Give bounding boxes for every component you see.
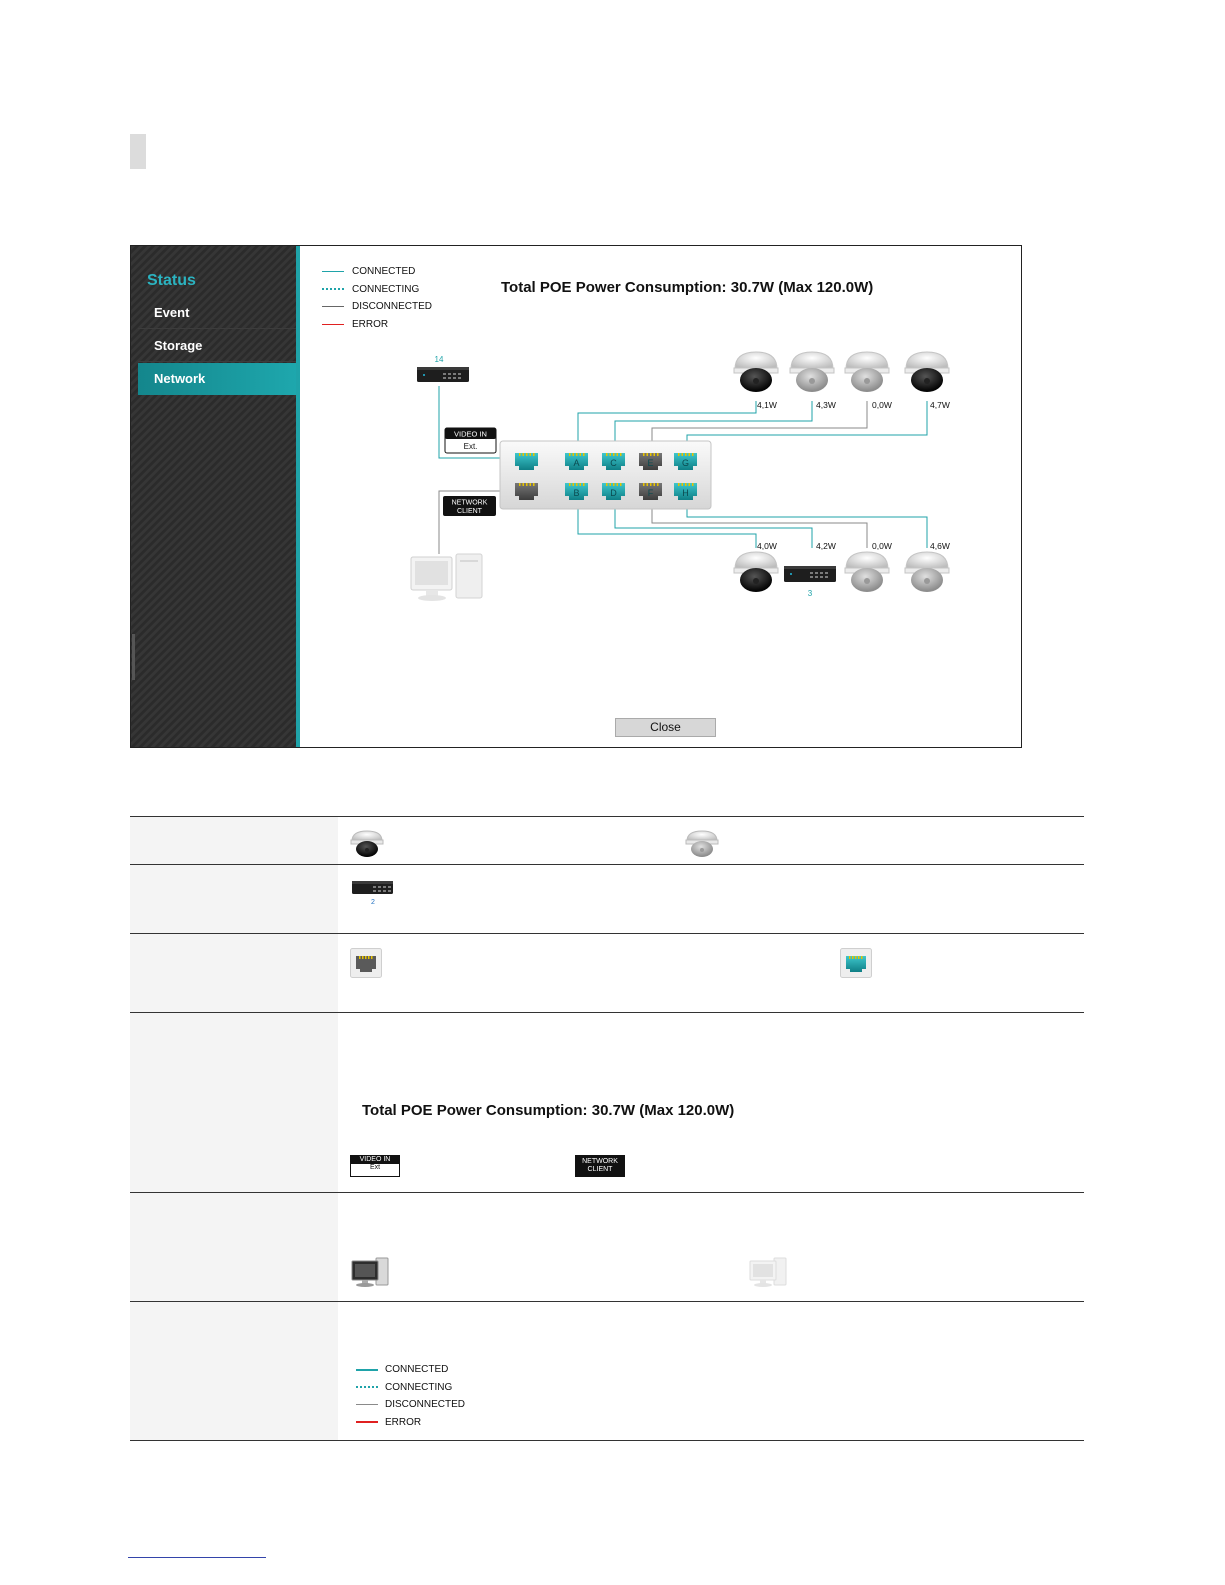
table-row [130,1013,1084,1193]
camera-power-label: 0,0W [872,400,892,410]
camera-power-label: 4,7W [930,400,950,410]
video-in-sample-ext-label: Ext [369,1164,381,1171]
switch-top-count: 14 [434,355,444,364]
port-connected-icon [840,948,872,978]
client-sample-label: CLIENT [587,1166,613,1173]
port-letter-label: G [681,458,690,468]
camera-disconnected-icon[interactable] [845,552,889,592]
video-in-badge [445,428,496,453]
camera-connected-icon[interactable] [905,352,949,392]
poe-switch-icon [351,879,395,907]
network-topology-diagram [300,246,1021,716]
sidebar-item-storage[interactable]: Storage [138,330,296,362]
switch-bottom-count: 3 [807,589,813,598]
legend-error [356,1414,465,1432]
camera-connected-icon [350,829,384,859]
table-row-content [338,934,1084,1012]
table-row [130,865,1084,934]
legend-connected [356,1361,465,1379]
connecting-line-icon [356,1386,378,1388]
table-row [130,934,1084,1013]
port-letter-label: A [573,458,580,468]
network-client-badge-sample [575,1155,625,1177]
legend-disconnected-label: DISCONNECTED [352,301,433,313]
table-row-header [130,1302,338,1440]
port-letter-label: D [610,488,617,498]
legend-error-label: ERROR [385,1416,422,1428]
video-in-sample-label: VIDEO IN [351,1156,399,1164]
sidebar-scrollbar[interactable] [132,634,135,680]
network-status-screen [130,245,1022,748]
poe-switch-top-icon [417,367,469,382]
sidebar-item-event[interactable]: Event [138,297,296,329]
legend-connected-label: CONNECTED [385,1364,449,1376]
camera-connected-icon[interactable] [734,352,778,392]
camera-disconnected-icon[interactable] [905,552,949,592]
table-row-header [130,817,338,864]
port-letter-label: E [647,458,654,468]
error-line-icon [356,1421,378,1423]
port-disconnected-icon [350,948,382,978]
table-row-header [130,1193,338,1301]
legend-connected-label: CONNECTED [352,266,416,278]
table-row-header [130,934,338,1012]
table-row [130,1193,1084,1302]
line-legend-sample [356,1361,465,1431]
camera-connected-icon[interactable] [734,552,778,592]
connected-line-icon [356,1369,378,1371]
sidebar-item-network[interactable]: Network [138,363,296,395]
sidebar-title: Status [147,272,196,289]
table-row-content [338,1302,1084,1440]
table-row-header [130,1013,338,1192]
legend-error-label: ERROR [352,318,389,330]
camera-power-label: 4,6W [930,541,950,551]
client-computer-icon[interactable] [411,554,482,601]
table-row-content [338,1013,1084,1192]
client-disconnected-icon [748,1256,788,1288]
camera-power-label: 4,0W [757,541,777,551]
camera-power-label: 4,2W [816,541,836,551]
poe-power-title: Total POE Power Consumption: 30.7W (Max 120.0W) [501,279,874,296]
client-label: CLIENT [457,508,482,515]
network-sample-label: NETWORK [582,1158,618,1165]
table-row [130,817,1084,865]
section-marker [130,134,146,169]
camera-power-label: 4,1W [757,400,777,410]
camera-power-label: 0,0W [872,541,892,551]
video-in-ext-label: Ext. [463,442,478,451]
disconnected-line-icon [356,1404,378,1405]
footer-link-underline [128,1557,266,1558]
poe-switch-bottom-icon [784,566,836,582]
port-letter-label: F [647,488,654,498]
legend-connecting [356,1379,465,1397]
table-row-content [338,1193,1084,1301]
legend-connecting-label: CONNECTING [352,283,420,295]
port-letter-label: H [682,488,689,498]
camera-disconnected-icon[interactable] [845,352,889,392]
video-in-label: VIDEO IN [454,429,487,439]
camera-power-label: 4,3W [816,400,836,410]
network-label: NETWORK [451,499,488,507]
link-port-d [615,508,812,548]
table-row-content [338,817,1084,864]
sidebar [131,246,296,748]
table-row [130,1302,1084,1441]
legend-connecting-label: CONNECTING [385,1381,453,1393]
table-row-content [338,865,1084,933]
port-letter-label: C [610,458,617,468]
legend-table [130,816,1084,1441]
switch-count-label: 2 [371,899,375,906]
camera-disconnected-icon [685,829,719,859]
close-button[interactable]: Close [615,718,716,737]
network-panel [300,246,1021,747]
client-connected-icon [350,1256,390,1288]
camera-group [734,352,949,592]
camera-disconnected-icon[interactable] [790,352,834,392]
port-letter-label: B [573,488,580,498]
table-row-header [130,865,338,933]
legend-disconnected-label: DISCONNECTED [385,1399,466,1411]
network-client-badge [443,496,496,516]
video-in-badge-sample [350,1155,400,1177]
poe-power-title-sample: Total POE Power Consumption: 30.7W (Max 120.0W) [362,1102,735,1119]
legend-disconnected [356,1396,465,1414]
